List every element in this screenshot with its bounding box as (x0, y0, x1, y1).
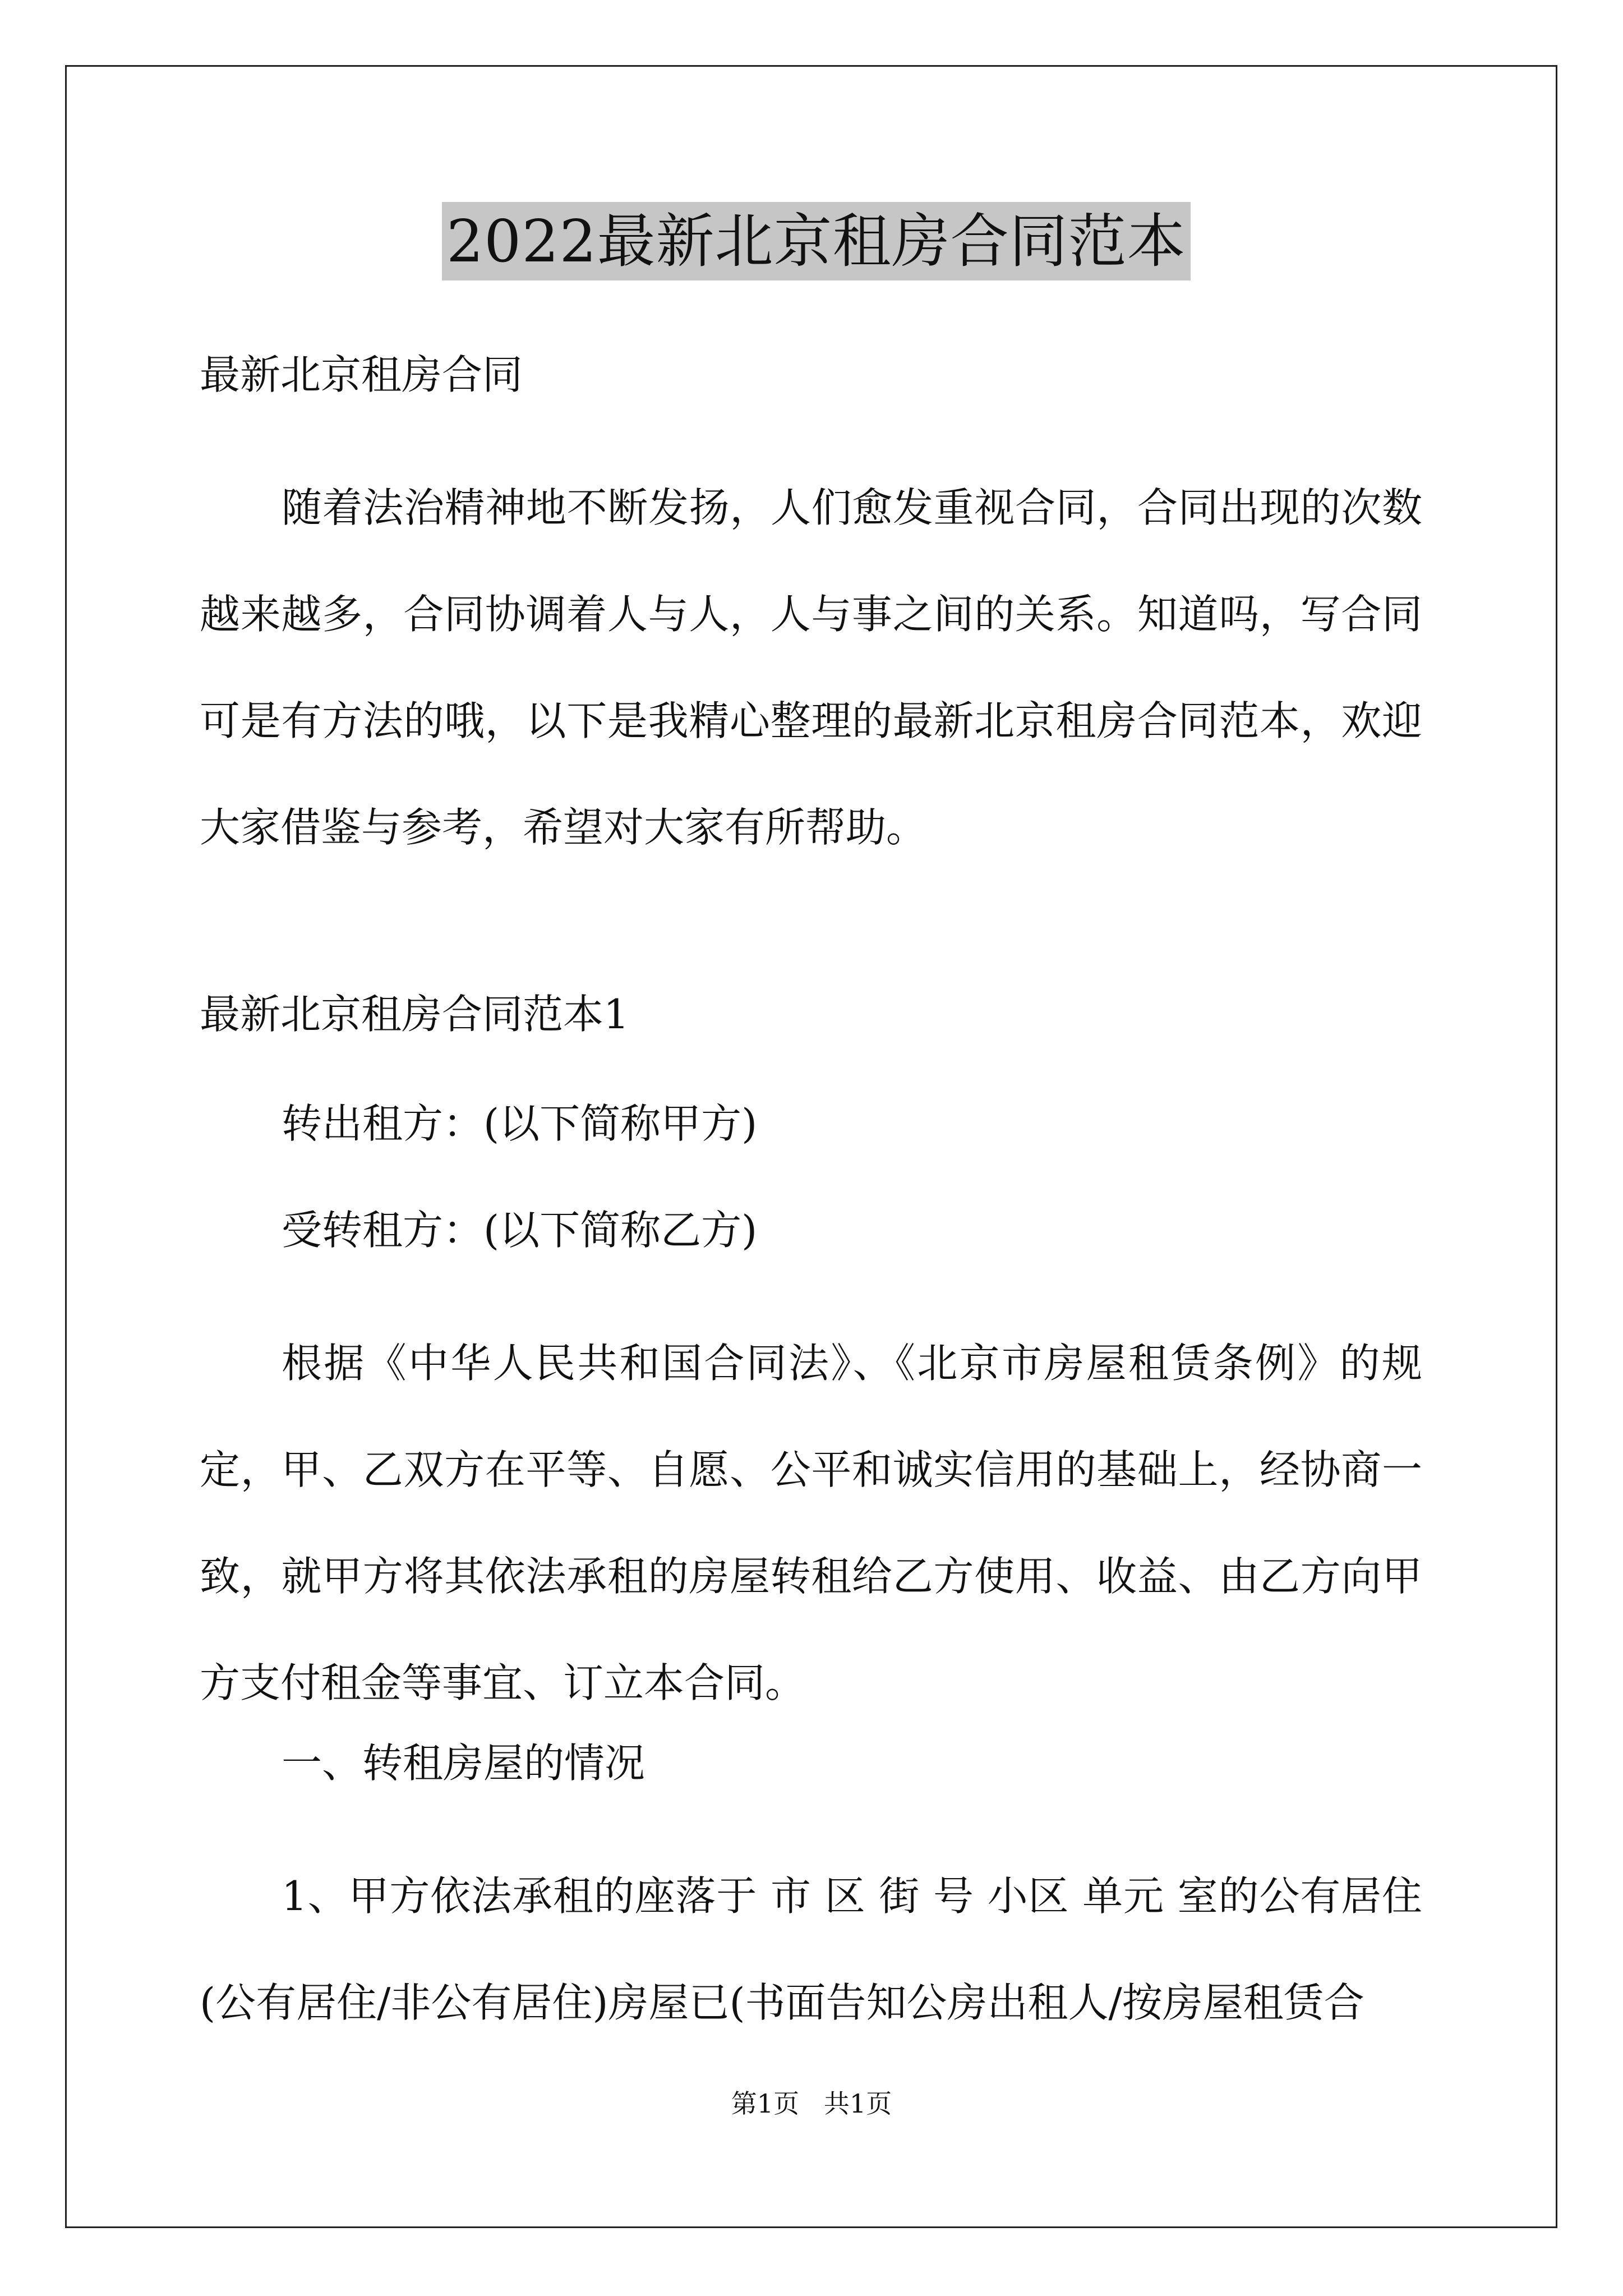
lessee-line: 受转租方：(以下简称乙方) (282, 1207, 758, 1254)
clause-1: 1、甲方依法承租的座落于 市 区 街 号 小区 单元 室的公有居住(公有居住/非公有居住)房屋已(书面告知公房出租人/按房屋租赁合 (200, 1872, 1422, 2026)
intro-heading: 最新北京租房合同 (200, 351, 523, 398)
page-footer: 第1页 共1页 (731, 2088, 892, 2119)
lessor-line: 转出租方：(以下简称甲方) (282, 1100, 758, 1147)
intro-paragraph: 随着法治精神地不断发扬，人们愈发重视合同，合同出现的次数越来越多，合同协调着人与人，人与事之间的关系。知道吗，写合同可是有方法的哦，以下是我精心整理的最新北京租房合同范本，欢迎大家借鉴与参考，希望对大家有所帮助。 (200, 484, 1422, 851)
basis-paragraph: 根据《中华人民共和国合同法》、《北京市房屋租赁条例》的规定，甲、乙双方在平等、自愿、公平和诚实信用的基础上，经协商一致，就甲方将其依法承租的房屋转租给乙方使用、收益、由乙方向甲方支付租金等事宜、订立本合同。 (200, 1340, 1422, 1706)
clause-heading: 一、转租房屋的情况 (282, 1740, 645, 1787)
document-title: 2022最新北京租房合同范本 (442, 202, 1191, 280)
section-heading: 最新北京租房合同范本1 (200, 991, 629, 1038)
